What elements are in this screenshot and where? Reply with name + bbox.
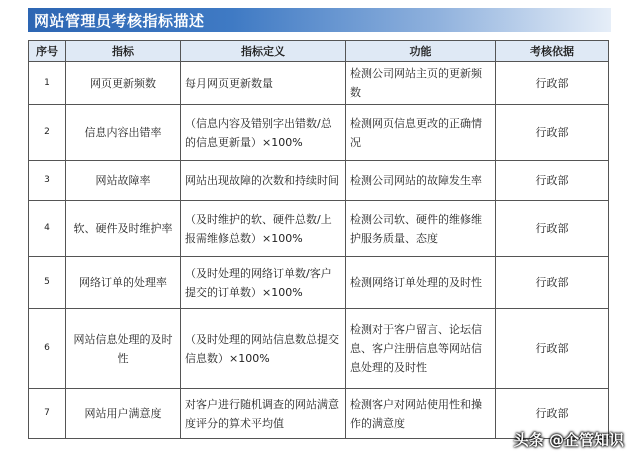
table-row [29,257,609,309]
table-row [29,62,609,105]
table-row [29,161,609,201]
title-banner [28,8,611,32]
indicator-function: 检测对于客户留言、论坛信息、客户注册信息等网站信息处理的及时性 [346,309,496,389]
indicator-function: 检测公司网站的故障发生率 [346,161,496,201]
indicator-function: 检测客户对网站使用性和操作的满意度 [346,389,496,439]
indicator-name: 软、硬件及时维护率 [66,201,181,257]
row-number: 2 [29,105,66,161]
kpi-table [28,40,609,439]
watermark: 头条 @企管知识 [513,431,624,449]
page-title: 网站管理员考核指标描述 [34,12,205,30]
header-definition: 指标定义 [181,41,346,62]
indicator-name: 网络订单的处理率 [66,257,181,309]
indicator-definition: 对客户进行随机调查的网站满意度评分的算术平均值 [181,389,346,439]
indicator-name: 网站故障率 [66,161,181,201]
indicator-definition: 网站出现故障的次数和持续时间 [181,161,346,201]
table-header-row [29,41,609,62]
table-row [29,105,609,161]
row-number: 1 [29,62,66,105]
assessment-basis: 行政部 [496,309,609,389]
indicator-definition: （及时维护的软、硬件总数/上报需维修总数）×100% [181,201,346,257]
indicator-name: 网站信息处理的及时性 [66,309,181,389]
indicator-definition: （及时处理的网站信息数总提交信息数）×100% [181,309,346,389]
assessment-basis: 行政部 [496,161,609,201]
indicator-function: 检测网页信息更改的正确情况 [346,105,496,161]
indicator-name: 网页更新频数 [66,62,181,105]
table-row [29,201,609,257]
indicator-definition: （信息内容及错别字出错数/总的信息更新量）×100% [181,105,346,161]
header-no: 序号 [29,41,66,62]
indicator-name: 信息内容出错率 [66,105,181,161]
row-number: 3 [29,161,66,201]
assessment-basis: 行政部 [496,389,609,439]
indicator-name: 网站用户满意度 [66,389,181,439]
indicator-function: 检测公司网站主页的更新频数 [346,62,496,105]
header-basis: 考核依据 [496,41,609,62]
row-number: 5 [29,257,66,309]
assessment-basis: 行政部 [496,62,609,105]
indicator-function: 检测公司软、硬件的维修维护服务质量、态度 [346,201,496,257]
indicator-function: 检测网络订单处理的及时性 [346,257,496,309]
indicator-definition: 每月网页更新数量 [181,62,346,105]
header-function: 功能 [346,41,496,62]
header-indicator: 指标 [66,41,181,62]
assessment-basis: 行政部 [496,257,609,309]
table-row [29,309,609,389]
row-number: 6 [29,309,66,389]
indicator-definition: （及时处理的网络订单数/客户提交的订单数）×100% [181,257,346,309]
row-number: 7 [29,389,66,439]
assessment-basis: 行政部 [496,105,609,161]
assessment-basis: 行政部 [496,201,609,257]
row-number: 4 [29,201,66,257]
